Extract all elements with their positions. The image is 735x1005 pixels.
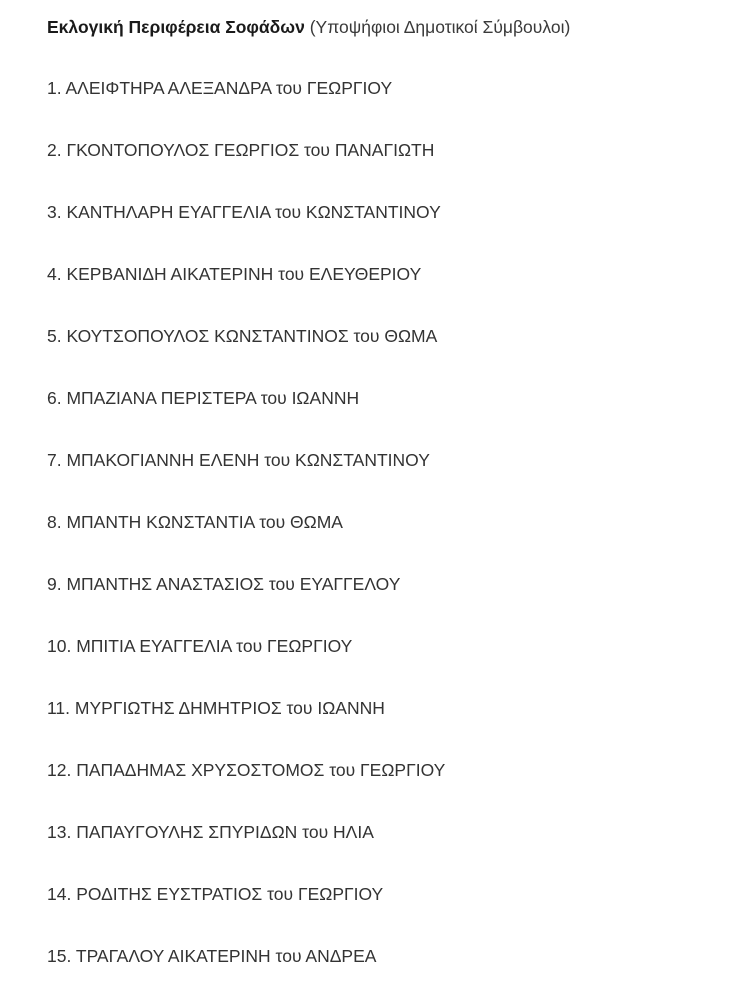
candidate-item: 15. ΤΡΑΓΑΛΟΥ ΑΙΚΑΤΕΡΙΝΗ του ΑΝΔΡΕΑ <box>47 946 377 966</box>
candidate-item: 12. ΠΑΠΑΔΗΜΑΣ ΧΡΥΣΟΣΤΟΜΟΣ του ΓΕΩΡΓΙΟΥ <box>47 760 446 780</box>
candidate-item: 7. ΜΠΑΚΟΓΙΑΝΝΗ ΕΛΕΝΗ του ΚΩΝΣΤΑΝΤΙΝΟΥ <box>47 450 430 470</box>
candidates-subtitle: (Υποψήφιοι Δημοτικοί Σύμβουλοι) <box>309 17 571 37</box>
candidate-item: 5. ΚΟΥΤΣΟΠΟΥΛΟΣ ΚΩΝΣΤΑΝΤΙΝΟΣ του ΘΩΜΑ <box>47 326 438 346</box>
candidate-item: 13. ΠΑΠΑΥΓΟΥΛΗΣ ΣΠΥΡΙΔΩΝ του ΗΛΙΑ <box>47 822 374 842</box>
candidate-item: 1. ΑΛΕΙΦΤΗΡΑ ΑΛΕΞΑΝΔΡΑ του ΓΕΩΡΓΙΟΥ <box>47 78 393 98</box>
candidate-item: 9. ΜΠΑΝΤΗΣ ΑΝΑΣΤΑΣΙΟΣ του ΕΥΑΓΓΕΛΟΥ <box>47 574 401 594</box>
candidate-item: 14. ΡΟΔΙΤΗΣ ΕΥΣΤΡΑΤΙΟΣ του ΓΕΩΡΓΙΟΥ <box>47 884 384 904</box>
candidate-item: 6. ΜΠΑΖΙΑΝΑ ΠΕΡΙΣΤΕΡΑ του ΙΩΑΝΝΗ <box>47 388 360 408</box>
candidate-item: 3. ΚΑΝΤΗΛΑΡΗ ΕΥΑΓΓΕΛΙΑ του ΚΩΝΣΤΑΝΤΙΝΟΥ <box>47 202 441 222</box>
candidate-document <box>47 14 735 966</box>
district-title: Εκλογική Περιφέρεια Σοφάδων <box>47 17 305 37</box>
candidate-item: 11. ΜΥΡΓΙΩΤΗΣ ΔΗΜΗΤΡΙΟΣ του ΙΩΑΝΝΗ <box>47 698 385 718</box>
candidate-item: 2. ΓΚΟΝΤΟΠΟΥΛΟΣ ΓΕΩΡΓΙΟΣ του ΠΑΝΑΓΙΩΤΗ <box>47 140 435 160</box>
candidate-item: 8. ΜΠΑΝΤΗ ΚΩΝΣΤΑΝΤΙΑ του ΘΩΜΑ <box>47 512 343 532</box>
candidate-item: 4. ΚΕΡΒΑΝΙΔΗ ΑΙΚΑΤΕΡΙΝΗ του ΕΛΕΥΘΕΡΙΟΥ <box>47 264 422 284</box>
candidate-list <box>47 75 445 1005</box>
candidate-item: 10. ΜΠΙΤΙΑ ΕΥΑΓΓΕΛΙΑ του ΓΕΩΡΓΙΟΥ <box>47 636 353 656</box>
document-heading <box>47 14 735 40</box>
